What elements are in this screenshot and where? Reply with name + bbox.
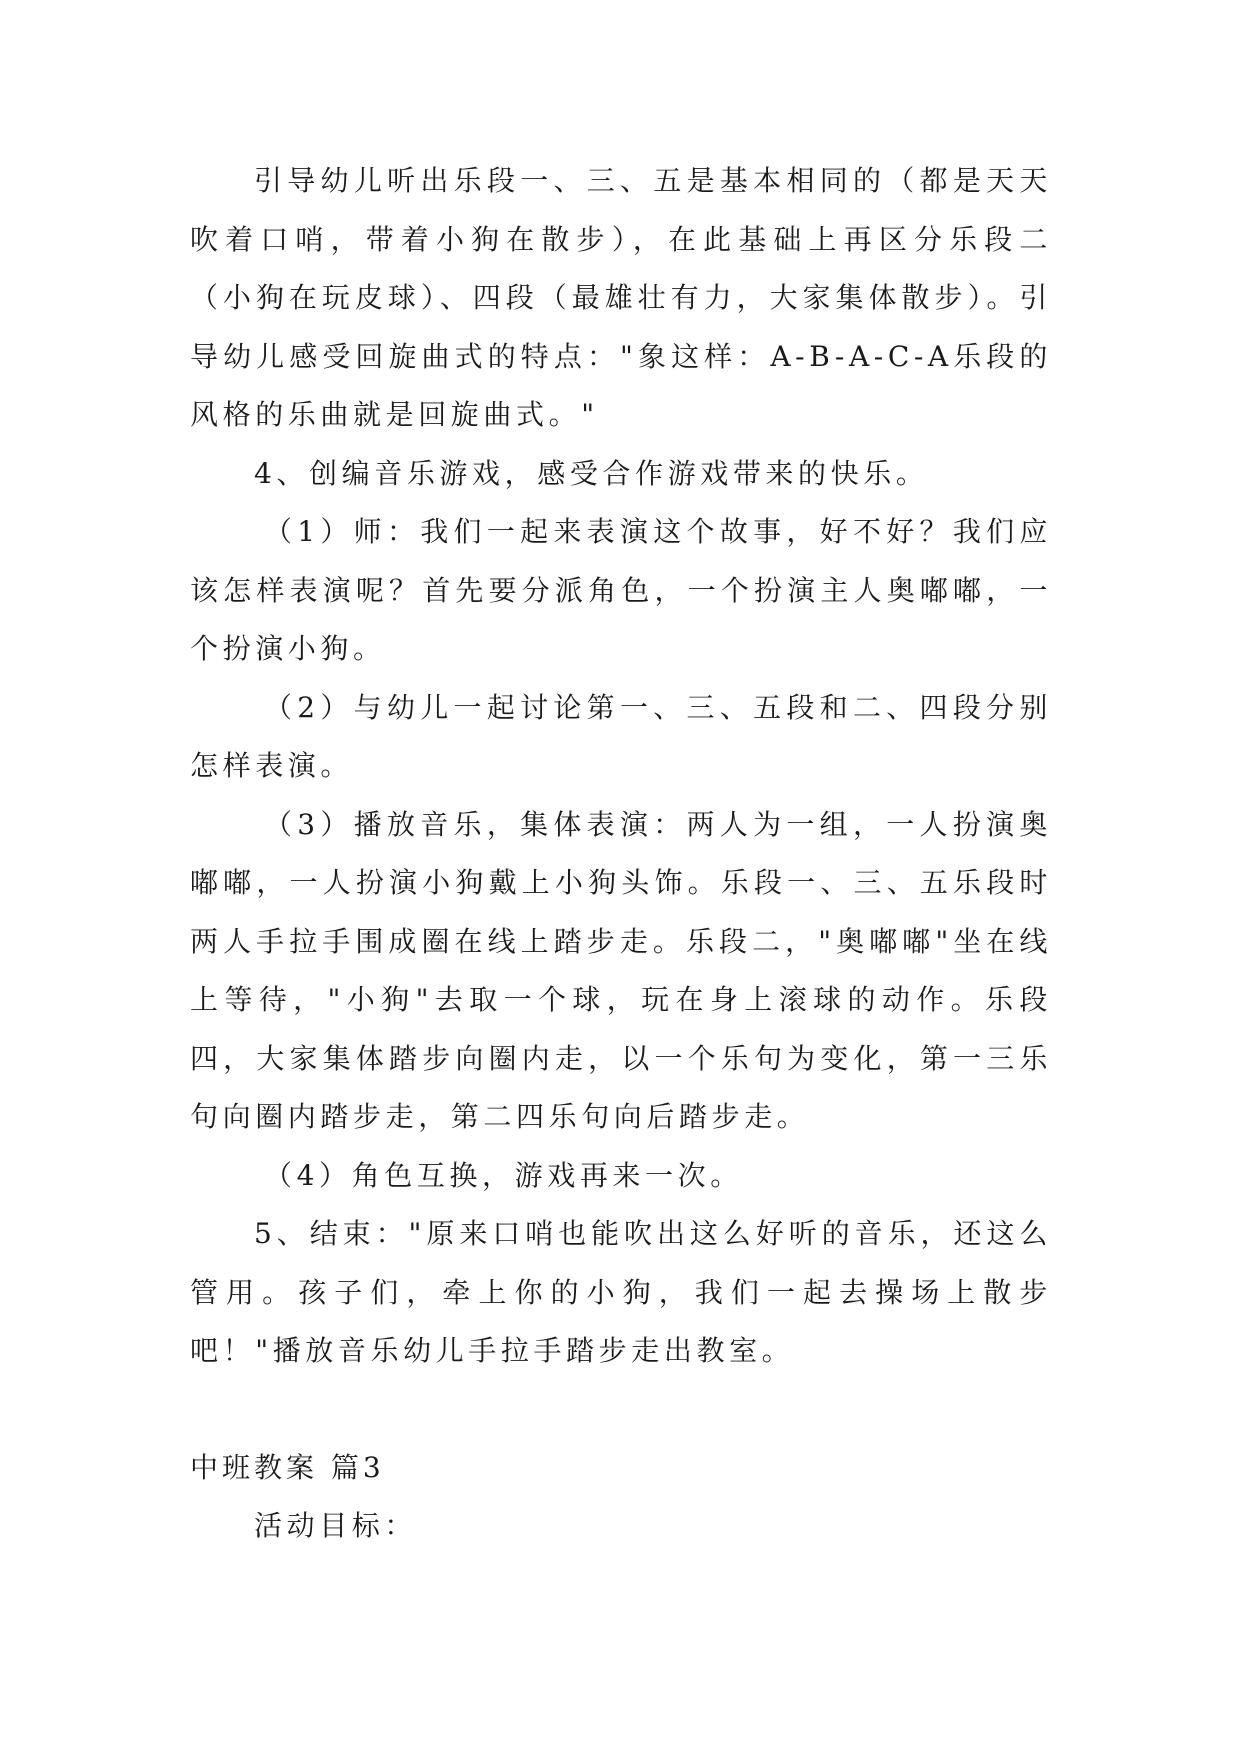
paragraph-step-4-2: （2）与幼儿一起讨论第一、三、五段和二、四段分别怎样表演。 [190, 690, 1052, 782]
paragraph-step-4-3: （3）播放音乐，集体表演：两人为一组，一人扮演奥嘟嘟，一人扮演小狗戴上小狗头饰。乐段一、三、五乐段时两人手拉手围成圈在线上踏步走。乐段二，"奥嘟嘟"坐在线上等待，"小狗"去取一个球，玩在身上滚球的动作。乐段四，大家集体踏步向圈内走，以一个乐句为变化，第一三乐句向圈内踏步走，第二四乐句向后踏步走。 [190, 807, 1052, 1133]
paragraph-step-4: 4、创编音乐游戏，感受合作游戏带来的快乐。 [254, 456, 929, 490]
paragraph-rondo-explanation: 引导幼儿听出乐段一、三、五是基本相同的（都是天天吹着口哨，带着小狗在散步），在此基础上再区分乐段二（小狗在玩皮球）、四段（最雄壮有力，大家集体散步）。引导幼儿感受回旋曲式的特点："象这样：A-B-A-C-A乐段的风格的乐曲就是回旋曲式。" [190, 164, 1052, 431]
paragraph-step-5: 5、结束："原来口哨也能吹出这么好听的音乐，还这么管用。孩子们，牵上你的小狗，我们一起去操场上散步吧！"播放音乐幼儿手拉手踏步走出教室。 [190, 1217, 1052, 1367]
document-page [190, 152, 1052, 1556]
paragraph-step-4-1: （1）师：我们一起来表演这个故事，好不好？我们应该怎样表演呢？首先要分派角色，一个扮演主人奥嘟嘟，一个扮演小狗。 [190, 515, 1052, 665]
paragraph-step-4-4: （4）角色互换，游戏再来一次。 [264, 1158, 743, 1192]
section-subheading: 活动目标： [254, 1509, 418, 1542]
section-heading: 中班教案 篇3 [190, 1450, 385, 1484]
